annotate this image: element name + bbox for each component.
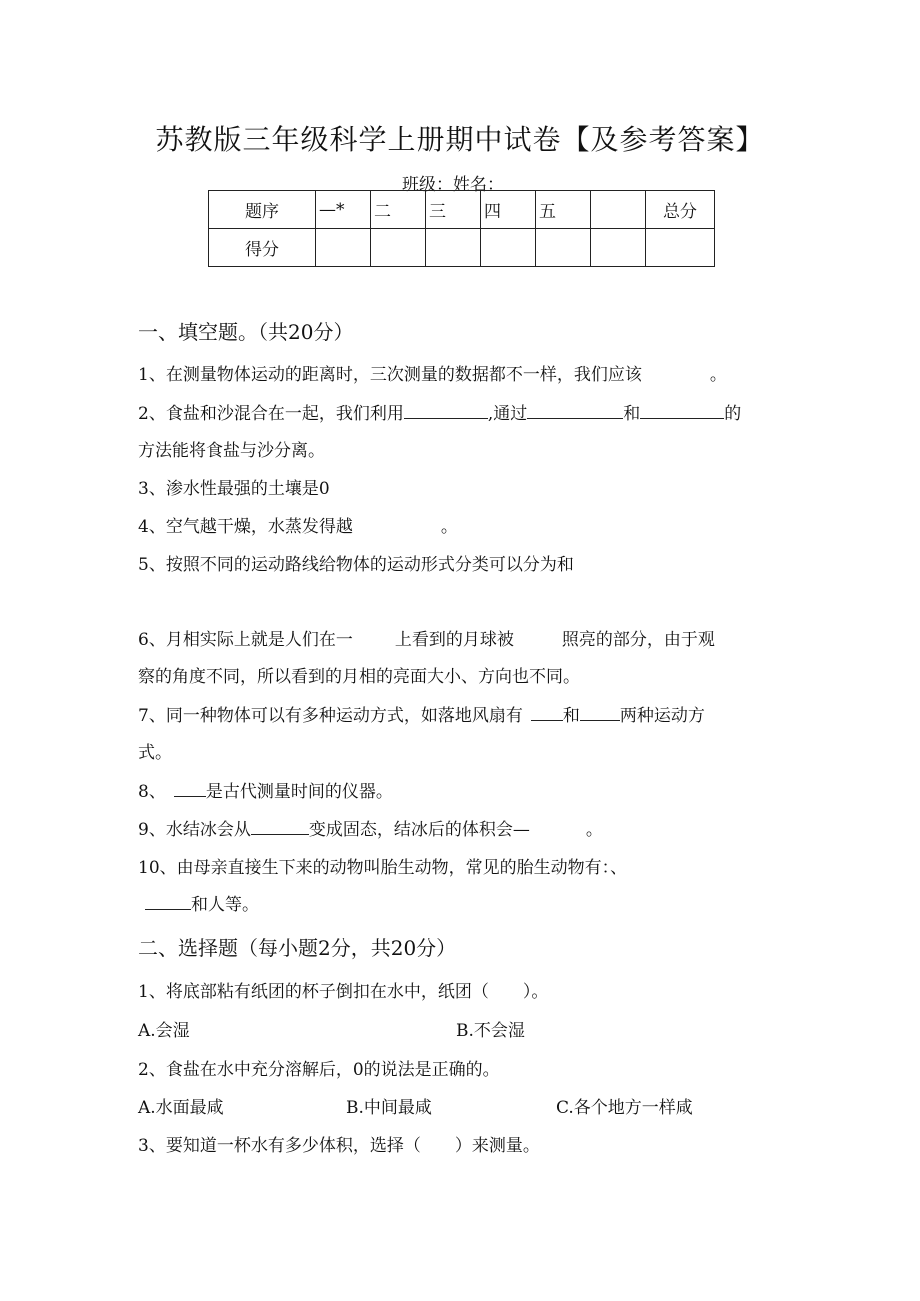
score-cell[interactable]: [371, 229, 426, 267]
table-cell: 四: [481, 191, 536, 229]
question-text: 和: [562, 706, 580, 726]
question-text: 照亮的部分，由于观: [561, 630, 715, 650]
option-b[interactable]: B.不会湿: [456, 1021, 525, 1041]
question-text: 的: [724, 404, 742, 424]
score-cell[interactable]: [536, 229, 591, 267]
question-6-line2: 察的角度不同，所以看到的月相的亮面大小、方向也不同。: [138, 667, 580, 687]
question-3: 3、渗水性最强的土壤是0: [138, 479, 330, 499]
question-text: 两种运动方: [619, 706, 705, 726]
question-text: 上看到的月球被: [394, 630, 514, 650]
question-4: [138, 512, 458, 537]
question-text: 。: [440, 517, 458, 537]
option-c[interactable]: C.各个地方一样咸: [556, 1098, 693, 1118]
question-text: 7、同一种物体可以有多种运动方式，如落地风扇有: [138, 706, 523, 726]
question-2: [138, 399, 741, 424]
question-10: 10、由母亲直接生下来的动物叫胎生动物，常见的胎生动物有：、: [138, 858, 628, 878]
table-cell: [591, 191, 646, 229]
option-a[interactable]: A.会湿: [138, 1021, 190, 1041]
question-10-line2: [145, 890, 259, 915]
question-text: 。: [585, 820, 603, 840]
question-7: [138, 701, 705, 726]
question-2-line2: 方法能将食盐与沙分离。: [138, 441, 325, 461]
answer-blank[interactable]: [640, 404, 724, 419]
score-table: [208, 190, 715, 267]
question-text: 是古代测量时间的仪器。: [205, 782, 393, 802]
table-cell: 三: [426, 191, 481, 229]
answer-blank[interactable]: [174, 782, 206, 797]
score-cell[interactable]: [426, 229, 481, 267]
section-heading: 一、填空题。（共20分）: [138, 320, 354, 344]
question-9: [138, 815, 603, 840]
question-text: 4、空气越干燥，水蒸发得越: [138, 517, 353, 537]
question-text: 。: [709, 365, 727, 385]
page-title: 苏教版三年级科学上册期中试卷【及参考答案】: [155, 123, 765, 156]
question-text: 和人等。: [191, 895, 259, 915]
table-cell: 总分: [646, 191, 715, 229]
score-cell[interactable]: [316, 229, 371, 267]
answer-blank[interactable]: [531, 706, 563, 721]
table-cell: 题序: [209, 191, 316, 229]
score-cell[interactable]: [646, 229, 715, 267]
table-row: [209, 191, 715, 229]
question-text: ,通过: [487, 404, 528, 424]
option-b[interactable]: B.中间最咸: [346, 1098, 432, 1118]
answer-blank[interactable]: [145, 895, 191, 910]
question-5: 5、按照不同的运动路线给物体的运动形式分类可以分为和: [138, 555, 574, 575]
section-heading: 二、选择题（每小题2分，共20分）: [138, 936, 457, 960]
table-row: [209, 229, 715, 267]
question-text: 2、食盐和沙混合在一起，我们利用: [138, 404, 404, 424]
answer-blank[interactable]: [251, 820, 309, 835]
answer-blank[interactable]: [580, 706, 620, 721]
class-name-line: 班级：姓名：: [402, 175, 504, 195]
question-text: 变成固态，结冰后的体积会—: [308, 820, 530, 840]
question-text: 6、月相实际上就是人们在一: [138, 630, 353, 650]
question-6: [138, 625, 715, 650]
question-8: [138, 777, 393, 802]
question-text: 8、: [138, 782, 166, 802]
table-cell: 得分: [209, 229, 316, 267]
score-cell[interactable]: [591, 229, 646, 267]
question-text: 和: [623, 404, 641, 424]
choice-question-3: 3、要知道一杯水有多少体积，选择（ ）来测量。: [138, 1136, 540, 1156]
question-7-line2: 式。: [138, 743, 172, 763]
question-text: 9、水结冰会从: [138, 820, 251, 840]
option-a[interactable]: A.水面最咸: [138, 1098, 224, 1118]
choice-question-1: 1、将底部粘有纸团的杯子倒扣在水中，纸团（ ）。: [138, 982, 549, 1002]
table-cell: 二: [371, 191, 426, 229]
answer-blank[interactable]: [404, 404, 488, 419]
question-1: [138, 360, 727, 385]
choice-question-2: 2、食盐在水中充分溶解后，0的说法是正确的。: [138, 1060, 500, 1080]
table-cell: 五: [536, 191, 591, 229]
question-text: 1、在测量物体运动的距离时，三次测量的数据都不一样，我们应该: [138, 365, 642, 385]
answer-blank[interactable]: [527, 404, 623, 419]
table-cell: —*: [316, 191, 371, 229]
score-cell[interactable]: [481, 229, 536, 267]
